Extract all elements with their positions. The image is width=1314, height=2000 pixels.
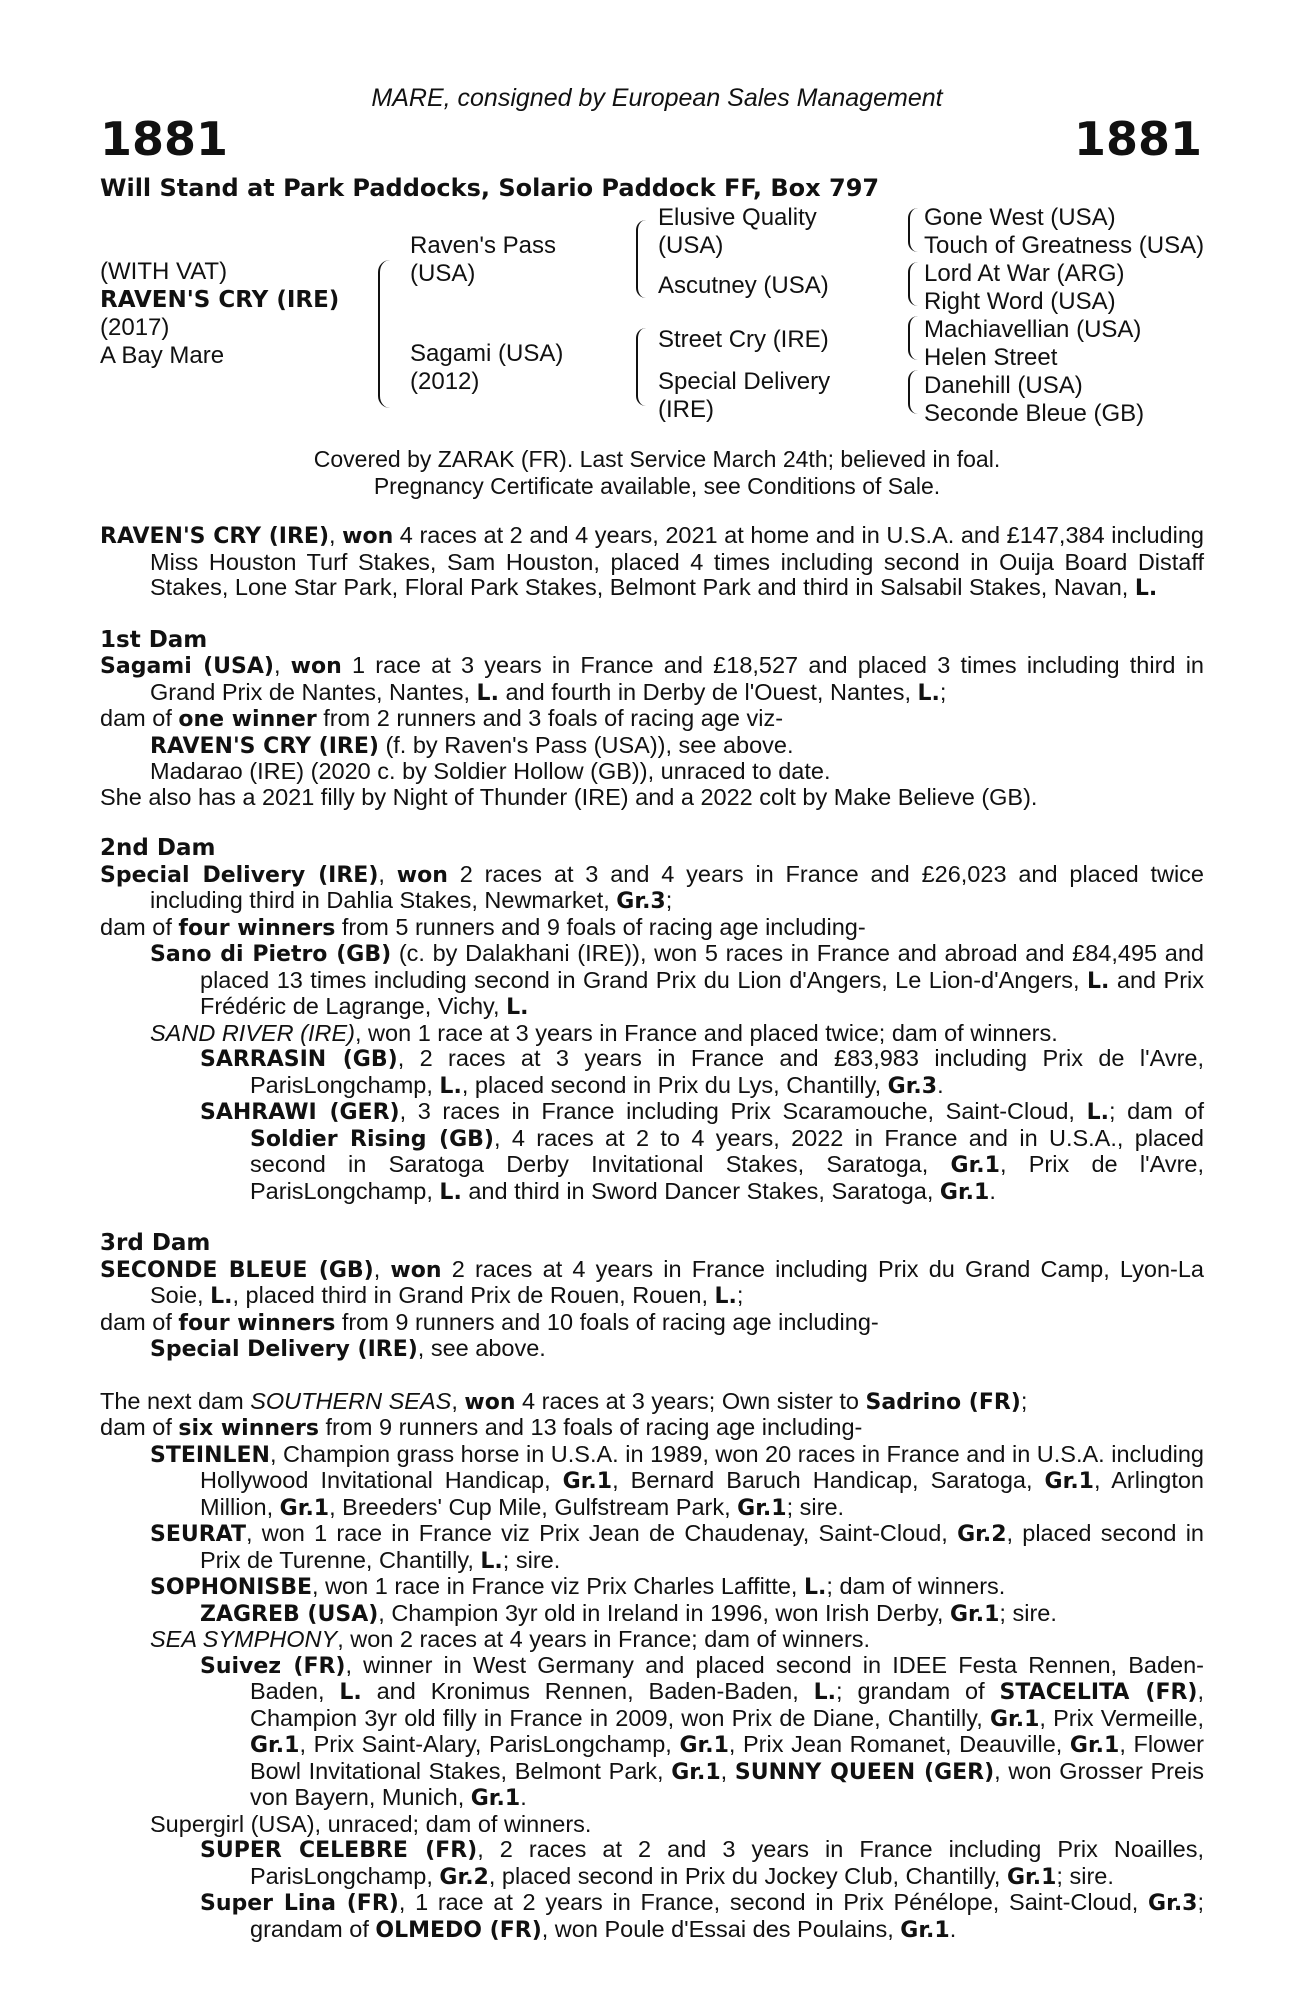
horse-name: RAVEN'S CRY (IRE)	[100, 287, 340, 313]
pedigree-sire-dam: Ascutney (USA)	[658, 272, 829, 299]
grand-brace-2	[908, 262, 918, 306]
produce-item: Super Lina (FR), 1 race at 2 years in France, second in Prix Pénélope, Saint-Cloud, Gr.3; grandam of OLMEDO (FR), won Poule d'Essai des Poulains, Gr.1.	[200, 1889, 1205, 1943]
pedigree-dam: Sagami (USA) (2012)	[410, 340, 564, 395]
third-dam-heading: 3rd Dam	[100, 1230, 211, 1256]
pedigree-dam-dam: Special Delivery (IRE)	[658, 368, 831, 423]
pedigree-sire: Raven's Pass (USA)	[410, 232, 556, 287]
produce-item: SUPER CELEBRE (FR), 2 races at 2 and 3 years in France including Prix Noailles, ParisLongchamp, Gr.2, placed second in Prix du Jockey Club, Chantilly, Gr.1; sire.	[200, 1836, 1205, 1890]
produce-item: SARRASIN (GB), 2 races at 3 years in France and £83,983 including Prix de l'Avre, ParisLongchamp, L., placed second in Prix du Lys, Chantilly, Gr.3.	[200, 1045, 1204, 1099]
produce-item: Sano di Pietro (GB) (c. by Dalakhani (IRE)), won 5 races in France and abroad and £84,495 and placed 13 times including second in Grand Prix du Lion d'Angers, Le Lion-d'Angers, L. and Prix Frédéric de Lagrange, Vichy, L.	[150, 940, 1204, 1020]
first-dam-heading: 1st Dam	[100, 626, 208, 653]
stabling-line: Will Stand at Park Paddocks, Solario Paddock FF, Box 797	[100, 174, 880, 202]
produce-note: She also has a 2021 filly by Night of Thunder (IRE) and a 2022 colt by Make Believe (GB).	[100, 783, 1038, 810]
produce-item: ZAGREB (USA), Champion 3yr old in Ireland in 1996, won Irish Derby, Gr.1; sire.	[200, 1599, 1057, 1627]
produce-item: RAVEN'S CRY (IRE) (f. by Raven's Pass (USA)), see above.	[150, 731, 794, 759]
produce-item: Supergirl (USA), unraced; dam of winners.	[150, 1810, 592, 1837]
first-dam-record: Sagami (USA), won 1 race at 3 years in France and £18,527 and placed 3 times including third in Grand Prix de Nantes, Nantes, L. and fourth in Derby de l'Ouest, Nantes, L.;	[100, 652, 1204, 706]
produce-item: Madarao (IRE) (2020 c. by Soldier Hollow (GB)), unraced to date.	[150, 758, 831, 784]
lot-number-right: 1881	[1073, 112, 1202, 166]
consignment-line: MARE, consigned by European Sales Management	[371, 84, 943, 112]
produce-item: STEINLEN, Champion grass horse in U.S.A. in 1989, won 20 races in France and in U.S.A. including Hollywood Invitational Handicap, Gr.1, Bernard Baruch Handicap, Saratoga, Gr.1, Arlington Million, Gr.1, Breeders' Cup Mile, Gulfstream Park, Gr.1; sire.	[150, 1440, 1204, 1521]
third-dam-produce: dam of four winners from 9 runners and 10 foals of racing age including-	[100, 1308, 879, 1336]
pedigree-brace	[378, 260, 390, 408]
first-dam-produce: dam of one winner from 2 runners and 3 foals of racing age viz-	[100, 705, 784, 732]
vat-note: (WITH VAT)	[100, 258, 228, 285]
sire-brace	[636, 220, 646, 298]
second-dam-record: Special Delivery (IRE), won 2 races at 3 and 4 years in France and £26,023 and placed twice including third in Dahlia Stakes, Newmarket, Gr.3;	[100, 860, 1205, 914]
catalogue-body	[100, 523, 1204, 1943]
next-dam-record: The next dam SOUTHERN SEAS, won 4 races at 3 years; Own sister to Sadrino (FR);	[100, 1387, 1028, 1415]
produce-item: SOPHONISBE, won 1 race in France viz Prix Charles Laffitte, L.; dam of winners.	[150, 1573, 1006, 1600]
grand-brace-3	[908, 316, 918, 360]
pedigree-sire-sire: Elusive Quality (USA)	[658, 204, 817, 259]
pedigree-grandparents: Gone West (USA) Touch of Greatness (USA) Lord At War (ARG) Right Word (USA) Machiavellian (USA) Helen Street Danehill (USA) Seconde Bleue (GB)	[924, 204, 1205, 427]
produce-item: Special Delivery (IRE), see above.	[150, 1335, 546, 1362]
dam-brace	[636, 328, 646, 406]
pedigree-dam-sire: Street Cry (IRE)	[658, 326, 829, 353]
produce-item: Suivez (FR), winner in West Germany and placed second in IDEE Festa Rennen, Baden-Baden, L. and Kronimus Rennen, Baden-Baden, L.; grandam of STACELITA (FR), Champion 3yr old filly in France in 2009, won Prix de Diane, Chantilly, Gr.1, Prix Vermeille, Gr.1, Prix Saint-Alary, ParisLongchamp, Gr.1, Prix Jean Romanet, Deauville, Gr.1, Flower Bowl Invitational Stakes, Belmont Park, Gr.1, SUNNY QUEEN (GER), won Grosser Preis von Bayern, Munich, Gr.1.	[200, 1651, 1205, 1811]
produce-item: SEA SYMPHONY, won 2 races at 4 years in France; dam of winners.	[150, 1626, 871, 1652]
third-dam-record: SECONDE BLEUE (GB), won 2 races at 4 years in France including Prix du Grand Camp, Lyon-La Soie, L., placed third in Grand Prix de Rouen, Rouen, L.;	[100, 1255, 1204, 1309]
covering-note: Covered by ZARAK (FR). Last Service March 24th; believed in foal. Pregnancy Certificate available, see Conditions of Sale.	[313, 446, 1001, 499]
horse-description: A Bay Mare	[100, 342, 225, 369]
grand-brace-1	[908, 208, 918, 252]
horse-record: RAVEN'S CRY (IRE), won 4 races at 2 and 4 years, 2021 at home and in U.S.A. and £147,384 including Miss Houston Turf Stakes, Sam Houston, placed 4 times including second in Ouija Board Distaff Stakes, Lone Star Park, Floral Park Stakes, Belmont Park and third in Salsabil Stakes, Navan, L.	[100, 522, 1204, 601]
second-dam-produce: dam of four winners from 5 runners and 9 foals of racing age including-	[100, 913, 866, 941]
foaling-year: (2017)	[100, 314, 170, 341]
produce-item: SAND RIVER (IRE), won 1 race at 3 years in France and placed twice; dam of winners.	[150, 1019, 1058, 1046]
lot-number-left: 1881	[100, 112, 229, 166]
second-dam-heading: 2nd Dam	[100, 835, 216, 861]
pedigree-subject	[100, 258, 339, 370]
produce-item: SAHRAWI (GER), 3 races in France including Prix Scaramouche, Saint-Cloud, L.; dam of Soldier Rising (GB), 4 races at 2 to 4 years, 2022 in France and in U.S.A., placed second in Saratoga Derby Invitational Stakes, Saratoga, Gr.1, Prix de l'Avre, ParisLongchamp, L. and third in Sword Dancer Stakes, Saratoga, Gr.1.	[200, 1098, 1205, 1205]
next-dam-produce: dam of six winners from 9 runners and 13 foals of racing age including-	[100, 1414, 863, 1441]
grand-brace-4	[908, 370, 918, 414]
produce-item: SEURAT, won 1 race in France viz Prix Jean de Chaudenay, Saint-Cloud, Gr.2, placed second in Prix de Turenne, Chantilly, L.; sire.	[150, 1520, 1204, 1574]
